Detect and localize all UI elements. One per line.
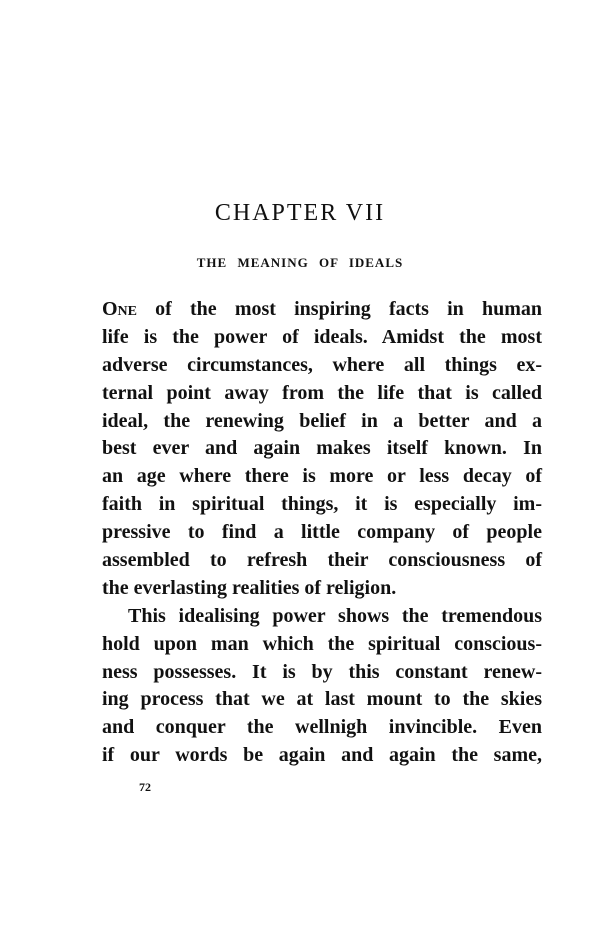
text-line: pressive to find a little company of people xyxy=(102,521,542,544)
first-word: One xyxy=(102,298,138,320)
text-line: an age where there is more or less decay of xyxy=(102,465,542,488)
page-number: 72 xyxy=(139,780,151,794)
text-line: ness possesses. It is by this constant renew- xyxy=(102,660,542,683)
text-line: the everlasting realities of religion. xyxy=(102,576,397,599)
text-line: and conquer the wellnigh invincible. Even xyxy=(102,716,542,739)
text-line-content: of the most inspiring facts in human xyxy=(137,298,542,320)
chapter-subtitle: THE MEANING OF IDEALS xyxy=(196,255,404,270)
text-line xyxy=(102,296,542,324)
text-line: This idealising power shows the tremendous xyxy=(128,604,542,627)
text-line: if our words be again and again the same, xyxy=(102,744,542,767)
text-line: ing process that we at last mount to the skies xyxy=(102,688,542,711)
text-line: ternal point away from the life that is called xyxy=(102,381,542,404)
chapter-title: CHAPTER VII xyxy=(214,200,386,226)
text-line: ideal, the renewing belief in a better and a xyxy=(102,409,542,432)
text-line: faith in spiritual things, it is especially im- xyxy=(102,493,542,516)
text-line: best ever and again makes itself known. In xyxy=(102,437,542,460)
body-text xyxy=(102,296,542,770)
text-line: life is the power of ideals. Amidst the most xyxy=(102,325,542,348)
text-line: hold upon man which the spiritual conscious- xyxy=(102,632,542,655)
text-line: assembled to refresh their consciousness of xyxy=(102,549,542,572)
text-line: adverse circumstances, where all things ex- xyxy=(102,353,542,376)
